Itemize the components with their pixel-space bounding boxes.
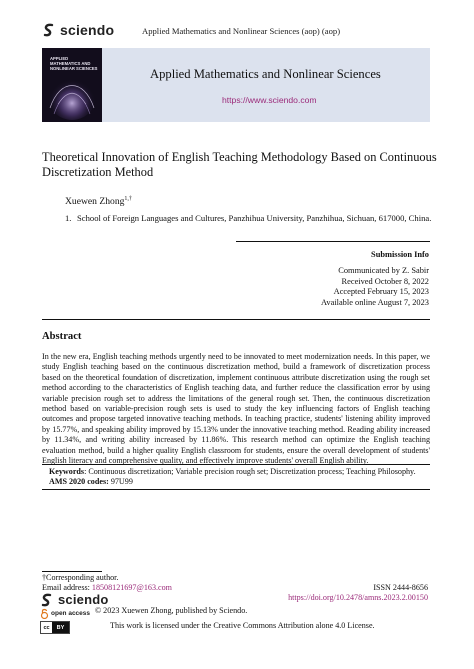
keywords-line	[49, 467, 429, 477]
submission-info	[236, 250, 429, 308]
open-lock-icon	[40, 608, 49, 619]
author-name: Xuewen Zhong	[65, 196, 125, 208]
open-access-badge	[40, 608, 90, 619]
copyright-notice: © 2023 Xuewen Zhong, published by Sciendo.	[95, 606, 248, 615]
sciendo-logo-icon	[40, 593, 54, 607]
article-title: Theoretical Innovation of English Teaching Methodology Based on Continuous Discretization Method	[42, 150, 437, 179]
corresponding-author-note: †Corresponding author.	[42, 573, 119, 582]
brand-name: sciendo	[60, 22, 115, 38]
author-affiliation-marks: 1,†	[124, 196, 132, 202]
footnote-rule	[42, 571, 102, 572]
abstract-divider	[42, 319, 430, 320]
affiliation-text: School of Foreign Languages and Cultures, Panzhihua University, Panzhihua, Sichuan, 617000, China.	[77, 213, 432, 223]
sciendo-logo-icon	[42, 23, 56, 37]
cc-by-license-icon[interactable]	[40, 621, 70, 634]
journal-cover-image	[42, 48, 102, 122]
email-link[interactable]: 18508121697@163.com	[91, 582, 172, 592]
journal-url-link[interactable]: https://www.sciendo.com	[222, 95, 317, 105]
issn: ISSN 2444-8656	[373, 583, 428, 592]
available-date: Available online August 7, 2023	[320, 297, 429, 307]
banner-journal-title: Applied Mathematics and Nonlinear Sciences	[150, 67, 381, 81]
journal-running-head: Applied Mathematics and Nonlinear Sciences (aop) (aop)	[142, 26, 341, 36]
ams-codes-value: 97U99	[108, 476, 133, 486]
submission-heading: Submission Info	[371, 250, 429, 259]
ams-codes-line	[49, 477, 429, 487]
ams-codes-label: AMS 2020 codes:	[49, 476, 109, 486]
received-date: Received October 8, 2022	[341, 276, 429, 286]
doi-link[interactable]: https://doi.org/10.2478/amns.2023.2.00150	[288, 593, 428, 602]
abstract-text: In the new era, English teaching methods urgently need to be innovated to meet modernization needs. In this paper, we study English teaching based on the continuous discretization method, build a framework of discretization process based on the theoretical foundation of discretization, implement continuous attribute discretization using the rough set method according to the characteristics of English teaching data, and further reduce the classification error by using variable precision rough set to address the limitations of the general rough set. Then, the continuous discretization method based on variable-precision rough sets is used to study the key influencing factors of English teaching outcomes and propose targeted innovative teaching methods. In teaching practice, students' listening ability improved by 15.77%, and speaking ability improved by 15.13% under the innovative teaching method. Reading ability increased by 11.34%, and writing ability increased by 11.86%. This research method can optimize the English teaching evaluation method, build a higher quality English classroom for students, ensure the overall development of students' English literacy and comprehensive quality, and effectively improve students' overall English ability.	[42, 352, 430, 466]
keywords-block	[49, 467, 429, 486]
footer-sciendo-logo	[40, 592, 109, 607]
email-line	[42, 583, 172, 593]
footer-brand-name: sciendo	[58, 592, 109, 607]
license-notice: This work is licensed under the Creative Commons Attribution alone 4.0 License.	[110, 621, 375, 630]
affiliation-number: 1.	[65, 213, 72, 223]
keywords-bottom-divider	[42, 489, 430, 490]
accepted-date: Accepted February 15, 2023	[333, 287, 429, 297]
by-label: BY	[52, 622, 69, 633]
cover-title: APPLIED MATHEMATICS AND NONLINEAR SCIENCES	[50, 56, 98, 71]
submission-divider	[236, 241, 430, 242]
abstract-heading: Abstract	[42, 331, 82, 342]
affiliation	[65, 213, 445, 224]
communicated-by: Communicated by Z. Sabir	[338, 266, 429, 276]
cc-label: cc	[41, 622, 52, 633]
keywords-top-divider	[42, 464, 430, 465]
email-label: Email address:	[42, 582, 92, 592]
footnote	[42, 573, 172, 592]
author-line	[65, 196, 132, 207]
keywords-text: : Continuous discretization; Variable precision rough set; Discretization process; Teaching Philosophy.	[84, 467, 416, 476]
keywords-label: Keywords	[49, 467, 85, 476]
sciendo-logo	[42, 22, 114, 38]
open-access-label: open access	[51, 610, 91, 617]
